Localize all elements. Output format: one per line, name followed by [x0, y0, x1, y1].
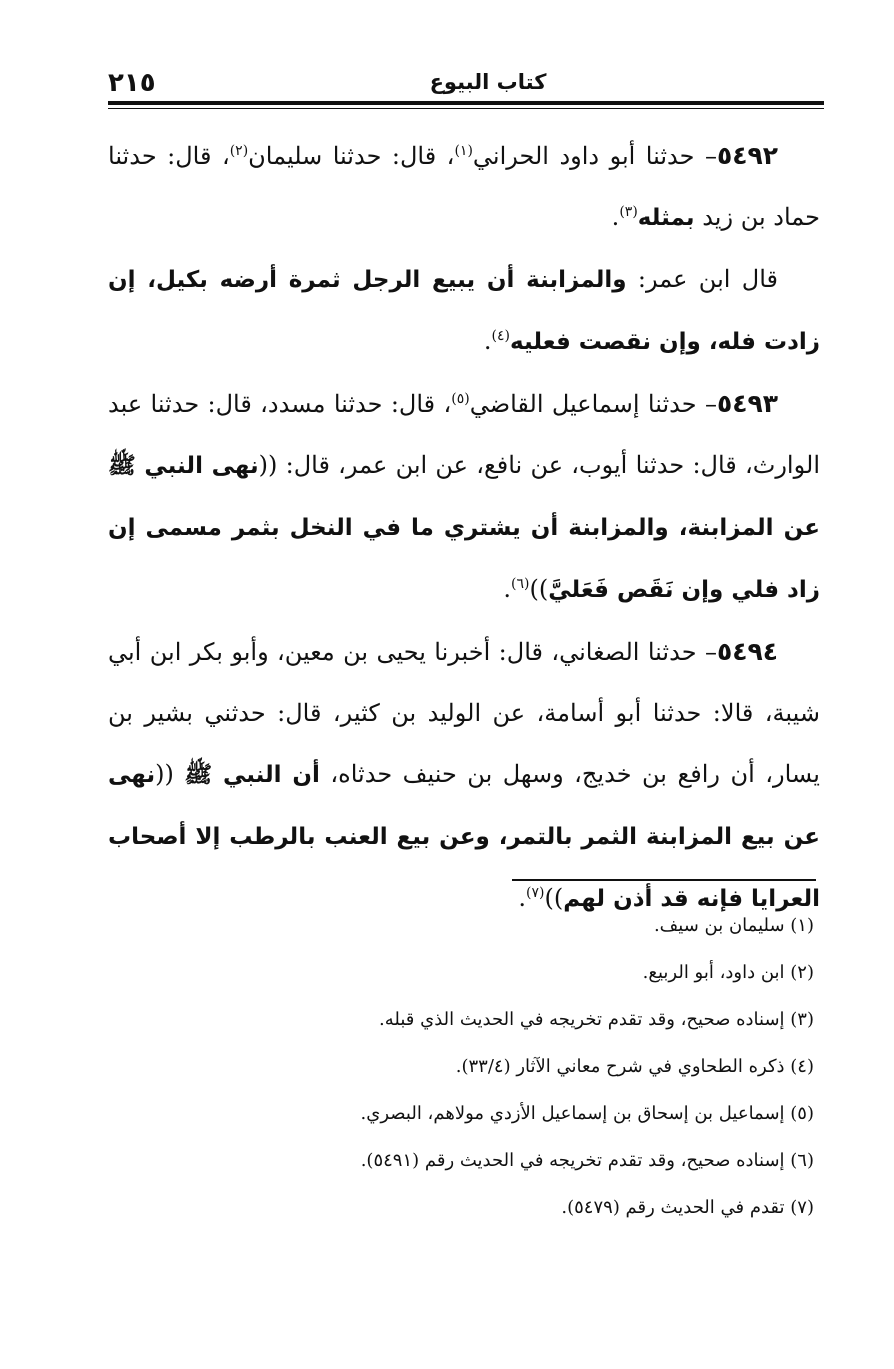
footnote-separator — [512, 879, 816, 881]
hadith-5492: ٥٤٩٢– حدثنا أبو داود الحراني$^{(١)}$، قال: حدثنا سليمان$^{(٢)}$، قال: حدثنا حماد بن زيد بمثله$^{(٣)}$. — [108, 141, 820, 231]
footnote-1: (١) سليمان بن سيف. — [653, 915, 814, 936]
isnad-text: حدثنا الصغاني، قال: أخبرنا يحيى بن معين، وأبو بكر ابن أبي شيبة، قالا: حدثنا أبو أسامة، عن الوليد بن كثير، قال: حدثني بشير بن يسار، أن رافع بن خديج، وسهل بن حنيف حدثاه، — [108, 638, 820, 788]
footnote-ref-6: (٦) — [511, 576, 530, 592]
header-rule-thin — [108, 108, 824, 109]
main-text — [108, 125, 820, 930]
footnote-6: (٦) إسناده صحيح، وقد تقدم تخريجه في الحديث رقم (٥٤٩١). — [360, 1150, 814, 1171]
hadith-5493: ٥٤٩٣– حدثنا إسماعيل القاضي$^{(٥)}$، قال: حدثنا مسدد، قال: حدثنا عبد الوارث، قال: حدثنا أيوب، عن نافع، عن ابن عمر، قال: ((نهى النبي ﷺ عن المزابنة، والمزابنة أن يشتري ما في النخل بثمر مسمى إن زاد فلي وإن نَقَص فَعَليَّ))$^{(٦)}$. — [108, 389, 820, 603]
footnote-ref-1: (١) — [454, 143, 473, 159]
isnad-text: حدثنا أبو داود الحراني — [472, 142, 695, 170]
hadith-5494: ٥٤٩٤– حدثنا الصغاني، قال: أخبرنا يحيى بن معين، وأبو بكر ابن أبي شيبة، قالا: حدثنا أبو أسامة، عن الوليد بن كثير، قال: حدثني بشير بن يسار، أن رافع بن خديج، وسهل بن حنيف حدثاه، أن النبي ﷺ ((نهى عن بيع المزابنة الثمر بالتمر، وعن بيع العنب بالرطب إلا أصحاب العرايا فإنه قد أذن لهم))$^{(٧)}$. — [108, 637, 820, 912]
footnote-ref-7: (٧) — [526, 885, 545, 901]
footnote-ref-2: (٢) — [229, 143, 249, 159]
matn-text: والمزابنة أن يبيع الرجل ثمرة أرضه بكيل، إن زادت فله، وإن نقصت فعليه — [108, 267, 820, 355]
bold-text: بمثله — [637, 205, 695, 231]
footnote-3: (٣) إسناده صحيح، وقد تقدم تخريجه في الحديث الذي قبله. — [379, 1009, 814, 1030]
running-title: كتاب البيوع — [429, 70, 547, 94]
footnote-2: (٢) ابن داود، أبو الربيع. — [642, 962, 814, 983]
hadith-number: ٥٤٩٢ — [716, 141, 778, 170]
hadith-number: ٥٤٩٤ — [716, 637, 778, 666]
ibn-umar-statement: قال ابن عمر: والمزابنة أن يبيع الرجل ثمرة أرضه بكيل، إن زادت فله، وإن نقصت فعليه$^{(٤)}$. — [108, 265, 820, 355]
header-rule-thick — [108, 101, 824, 105]
page-number: ٢١٥ — [108, 68, 156, 98]
footnote-7: (٧) تقدم في الحديث رقم (٥٤٧٩). — [561, 1197, 814, 1218]
footnote-ref-4: (٤) — [491, 328, 511, 344]
hadith-number: ٥٤٩٣ — [716, 389, 778, 418]
footnotes — [200, 902, 814, 1231]
isnad-text: حدثنا إسماعيل القاضي — [469, 390, 697, 418]
footnote-ref-3: (٣) — [619, 204, 638, 220]
footnote-5: (٥) إسماعيل بن إسحاق بن إسماعيل الأزدي مولاهم، البصري. — [360, 1103, 814, 1124]
footnote-4: (٤) ذكره الطحاوي في شرح معاني الآثار (٣٣/٤). — [455, 1056, 814, 1077]
matn-text: نهى النبي ﷺ عن المزابنة، والمزابنة أن يشتري ما في النخل بثمر مسمى إن زاد فلي وإن نَقَص فَعَليَّ — [108, 453, 820, 603]
page-header — [108, 66, 824, 98]
footnote-ref-5: (٥) — [451, 391, 470, 407]
bold-text: أن النبي ﷺ — [184, 762, 320, 788]
matn-text: نهى عن بيع المزابنة الثمر بالتمر، وعن بيع العنب بالرطب إلا أصحاب العرايا فإنه قد أذن لهم — [108, 762, 820, 912]
